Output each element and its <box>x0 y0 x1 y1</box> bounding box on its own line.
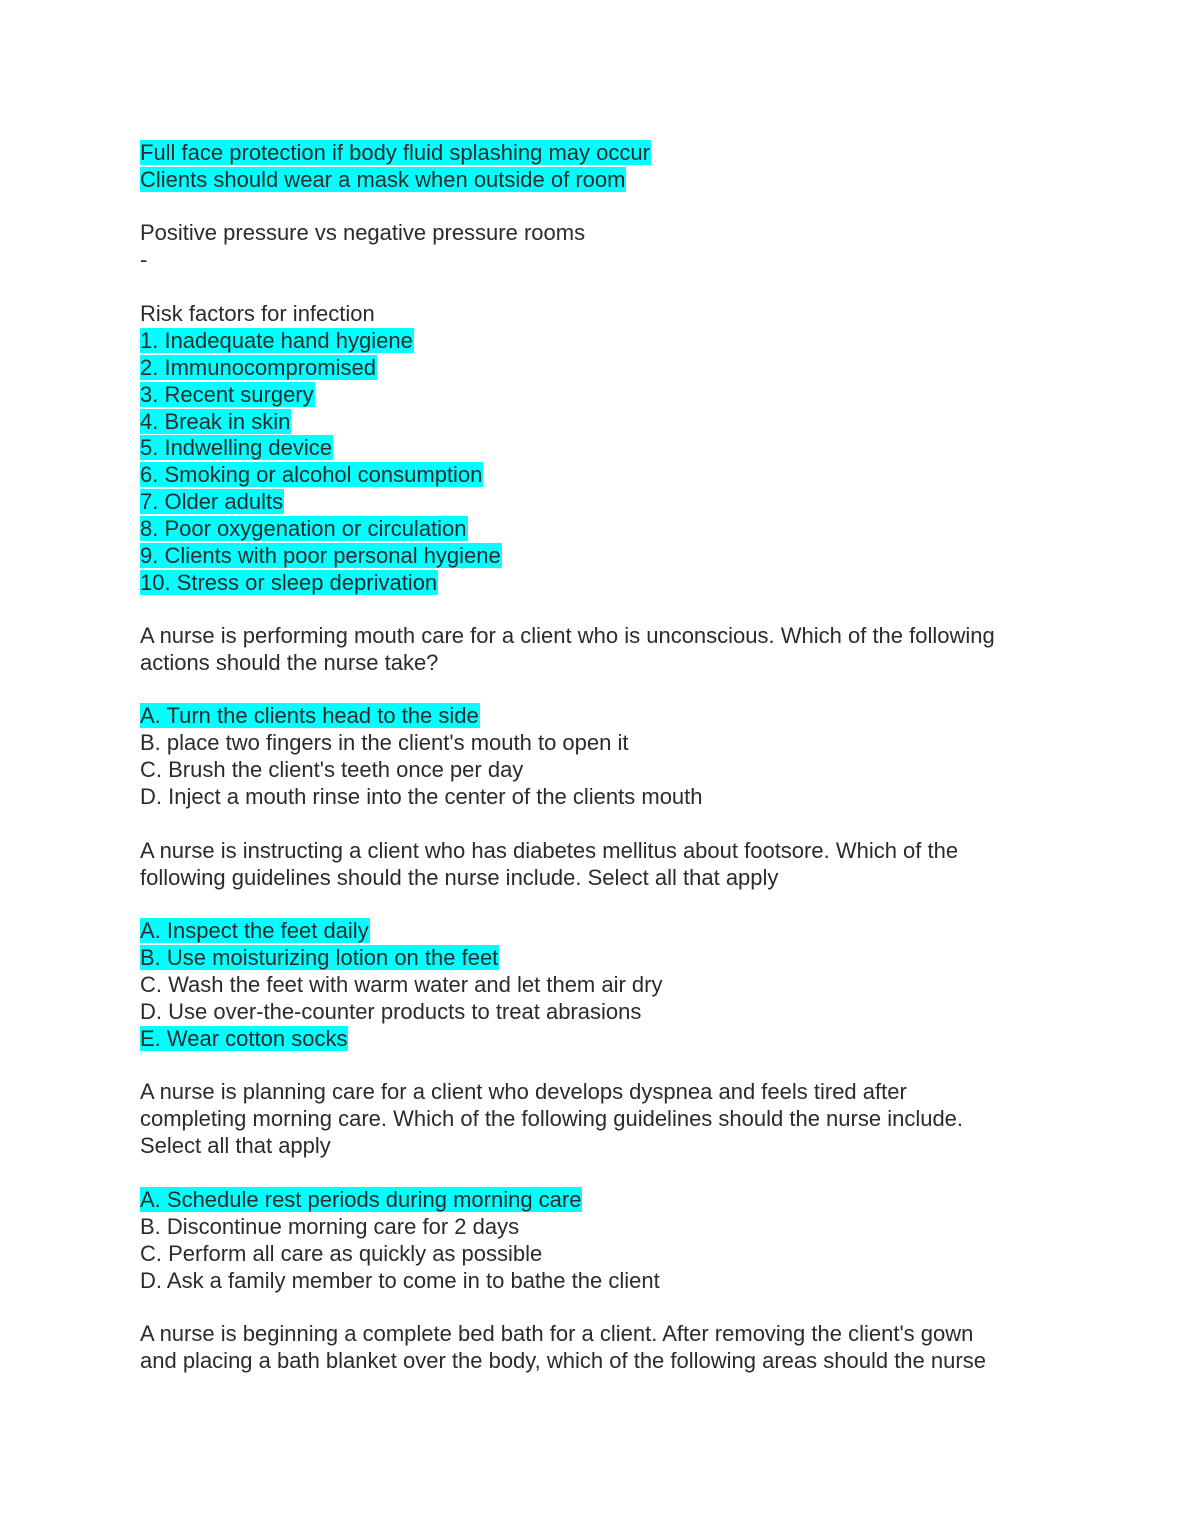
risk-factor-item: 3. Recent surgery <box>140 381 314 407</box>
risk-factor-item: 2. Immunocompromised <box>140 354 376 380</box>
risk-factors-section <box>140 301 1060 597</box>
ppe-note-1: Full face protection if body fluid splashing may occur <box>140 140 650 165</box>
risk-factor-item: 7. Older adults <box>140 489 284 515</box>
pressure-rooms-note: - <box>140 246 148 272</box>
ppe-note-2: Clients should wear a mask when outside of room <box>140 166 626 192</box>
question-stem-line: and placing a bath blanket over the body, which of the following areas should the nurse <box>140 1347 986 1373</box>
question-3-options <box>140 1187 1060 1295</box>
question-stem-line: actions should the nurse take? <box>140 649 439 675</box>
risk-factor-item: 5. Indwelling device <box>140 435 333 461</box>
question-1-options <box>140 703 1060 811</box>
question-4 <box>140 1321 1060 1375</box>
answer-option-correct: E. Wear cotton socks <box>140 1025 348 1051</box>
answer-option: D. Inject a mouth rinse into the center of the clients mouth <box>140 783 703 809</box>
answer-option-correct: A. Schedule rest periods during morning care <box>140 1187 582 1212</box>
answer-option: B. place two fingers in the client's mouth to open it <box>140 729 629 755</box>
question-stem-line: A nurse is beginning a complete bed bath for a client. After removing the client's gown <box>140 1321 974 1346</box>
risk-factor-item: 6. Smoking or alcohol consumption <box>140 462 483 488</box>
question-3 <box>140 1079 1060 1160</box>
question-stem-line: A nurse is performing mouth care for a client who is unconscious. Which of the following <box>140 623 995 648</box>
question-stem-line: completing morning care. Which of the following guidelines should the nurse include. <box>140 1105 964 1131</box>
question-stem-line: Select all that apply <box>140 1132 331 1158</box>
pressure-rooms-title: Positive pressure vs negative pressure rooms <box>140 220 586 245</box>
risk-factor-item: 9. Clients with poor personal hygiene <box>140 543 501 569</box>
ppe-notes <box>140 140 1060 194</box>
answer-option-correct: A. Inspect the feet daily <box>140 918 369 943</box>
question-stem-line: A nurse is planning care for a client who develops dyspnea and feels tired after <box>140 1079 907 1104</box>
risk-factor-item: 1. Inadequate hand hygiene <box>140 327 413 353</box>
question-2 <box>140 838 1060 892</box>
answer-option: C. Perform all care as quickly as possible <box>140 1240 543 1266</box>
question-2-options <box>140 918 1060 1052</box>
answer-option: D. Ask a family member to come in to bathe the client <box>140 1267 660 1293</box>
risk-factors-title: Risk factors for infection <box>140 301 375 326</box>
risk-factor-item: 10. Stress or sleep deprivation <box>140 569 438 595</box>
answer-option: B. Discontinue morning care for 2 days <box>140 1213 520 1239</box>
risk-factor-item: 4. Break in skin <box>140 408 291 434</box>
risk-factor-item: 8. Poor oxygenation or circulation <box>140 516 467 542</box>
question-stem-line: A nurse is instructing a client who has diabetes mellitus about footsore. Which of the <box>140 838 959 863</box>
answer-option-correct: A. Turn the clients head to the side <box>140 703 479 728</box>
question-1 <box>140 623 1060 677</box>
question-stem-line: following guidelines should the nurse include. Select all that apply <box>140 864 779 890</box>
answer-option: C. Brush the client's teeth once per day <box>140 756 524 782</box>
answer-option: C. Wash the feet with warm water and let them air dry <box>140 971 663 997</box>
answer-option-correct: B. Use moisturizing lotion on the feet <box>140 944 499 970</box>
pressure-rooms-section <box>140 220 1060 274</box>
answer-option: D. Use over-the-counter products to treat abrasions <box>140 998 642 1024</box>
